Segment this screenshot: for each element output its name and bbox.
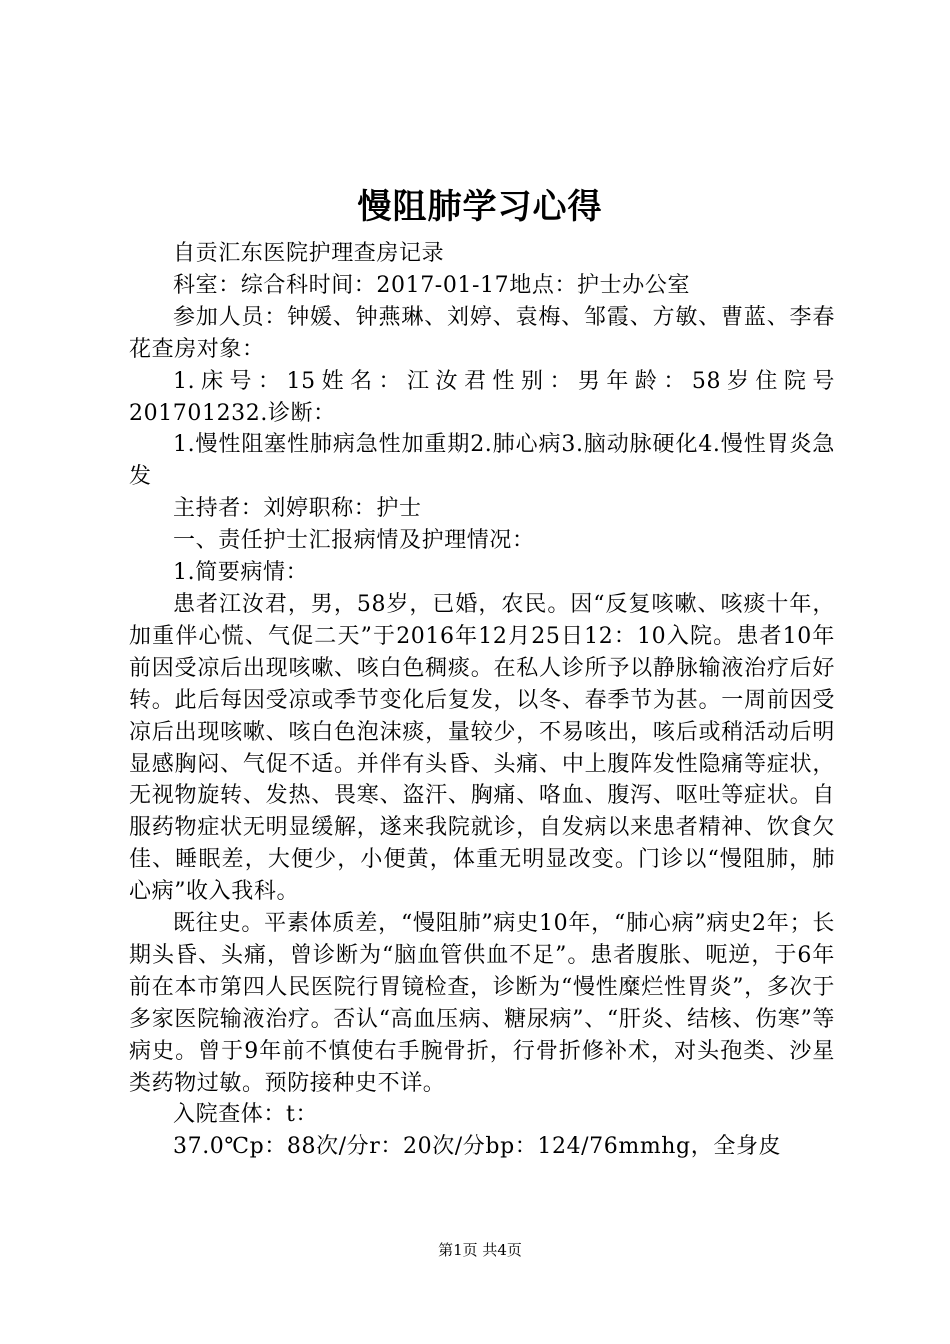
paragraph-admission-exam: 入院查体：t：: [173, 1102, 319, 1128]
page-footer: 第1页 共4页: [438, 1241, 522, 1259]
paragraph-participants: 参加人员：钟媛、钟燕琳、刘婷、袁梅、邹霞、方敏、曹蓝、李春花查房对象：: [129, 304, 835, 362]
document-body: [129, 238, 835, 1163]
paragraph-present-illness: 患者江汝君，男，58岁，已婚，农民。因“反复咳嗽、咳痰十年，加重伴心慌、气促二天”于2016年12月25日12：10入院。患者10年前因受凉后出现咳嗽、咳白色稠痰。在私人诊所予以静脉输液治疗后好转。此后每因受凉或季节变化后复发，以冬、春季节为甚。一周前因受凉后出现咳嗽、咳白色泡沫痰，量较少，不易咳出，咳后或稍活动后明显感胸闷、气促不适。并伴有头昏、头痛、中上腹阵发性隐痛等症状，无视物旋转、发热、畏寒、盗汗、胸痛、咯血、腹泻、呕吐等症状。自服药物症状无明显缓解，遂来我院就诊，自发病以来患者精神、饮食欠佳、睡眠差，大便少，小便黄，体重无明显改变。门诊以“慢阻肺，肺心病”收入我科。: [129, 591, 835, 905]
paragraph-hospital-record: 自贡汇东医院护理查房记录: [173, 241, 445, 266]
document-title: 慢阻肺学习心得: [357, 187, 603, 227]
paragraph-patient-info: 1.床号：15姓名：江汝君性别：男年龄：58岁住院号201701232.诊断：: [129, 368, 835, 426]
paragraph-department-time-place: 科室：综合科时间：2017-01-17地点：护士办公室: [173, 272, 691, 298]
paragraph-brief-condition-heading: 1.简要病情：: [173, 560, 309, 586]
paragraph-host: 主持者：刘婷职称：护士: [173, 496, 422, 522]
paragraph-diagnosis: 1.慢性阻塞性肺病急性加重期2.肺心病3.脑动脉硬化4.慢性胃炎急发: [129, 432, 835, 490]
paragraph-vital-signs: 37.0℃p：88次/分r：20次/分bp：124/76mmhg，全身皮: [173, 1134, 782, 1160]
paragraph-past-history: 既往史。平素体质差，“慢阻肺”病史10年，“肺心病”病史2年；长期头昏、头痛，曾诊断为“脑血管供血不足”。患者腹胀、呃逆，于6年前在本市第四人民医院行胃镜检查，诊断为“慢性糜烂性胃炎”，多次于多家医院输液治疗。否认“高血压病、糖尿病”、“肝炎、结核、伤寒”等病史。曾于9年前不慎使右手腕骨折，行骨折修补术，对头孢类、沙星类药物过敏。预防接种史不详。: [129, 911, 835, 1096]
paragraph-section-heading: 一、责任护士汇报病情及护理情况：: [173, 528, 535, 554]
